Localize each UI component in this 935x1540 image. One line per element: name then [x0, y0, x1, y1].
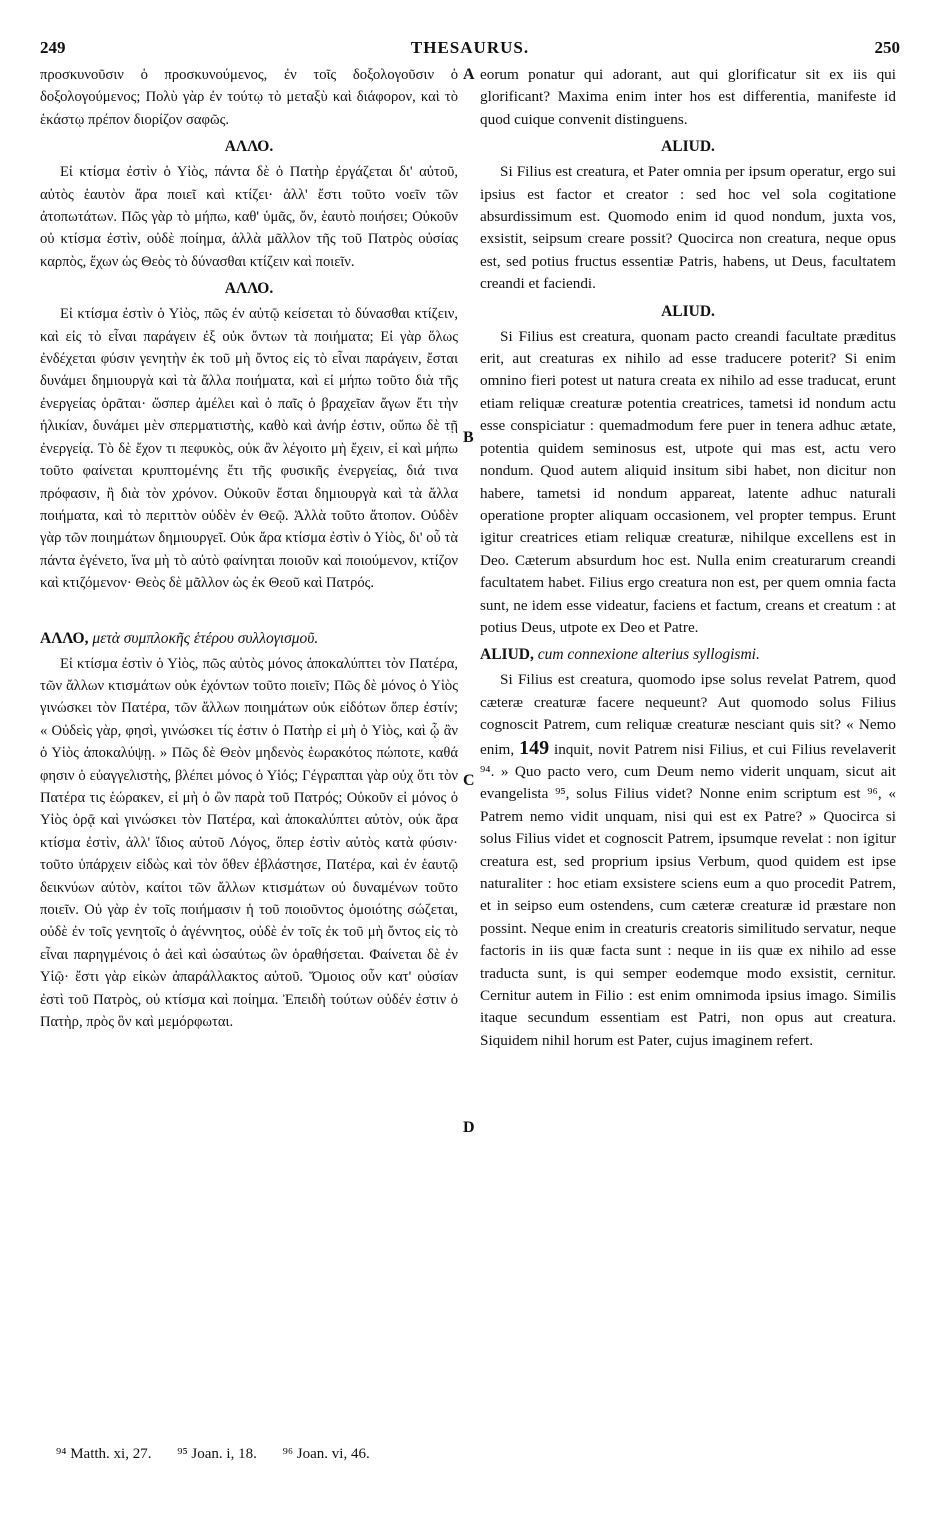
latin-paragraph: Si Filius est creatura, et Pater omnia per ipsum operatur, ergo sui ipsius est factor et creator : sed hoc vel sola cogitatione absurdissimum est. Quomodo enim id quod nondum, juxta vos, exsistit, seipsum creare possit? Quocirca non creatura, neque opus est, sed potius fructus essentiæ Patris, habens, ut Deus, facultatem creandi et faciendi. — [480, 163, 896, 293]
latin-heading-subtitle: cum connexione alterius syllogismi. — [537, 646, 760, 664]
margin-letter-a: A — [463, 66, 475, 83]
greek-heading-main: ΑΛΛΟ, — [40, 629, 89, 647]
running-title: THESAURUS. — [410, 38, 530, 57]
margin-letter-b: B — [463, 429, 474, 446]
margin-letter-d: D — [463, 1119, 475, 1136]
latin-text: inquit, novit Patrem nisi Filius, et cui Filius revelaverit ⁹⁴. » Quo pacto vero, cum Deum nemo viderit unquam, sicut ait evangelista ⁹⁵, solus Filius videt? Nonne enim scriptum est ⁹⁶, « Patrem nemo vidit unquam, nisi qui est ex Patre? » Quocirca si solus Filius videt et cognoscit Patrem, ipsumque revelat : non igitur creatura est, sed proprium ipsius Verbum, quod quidem est ipse naturaliter : hoc etiam exsistere sciens eum a quo procedit Patrem, et in seipso eum ostendens, cum cæteræ creaturæ id præstare non possint. Neque enim in creaturis creatoris similitudo servatur, neque factoris in iis quæ facta sunt : neque in iis quæ ex nihilo ad esse traducta sunt, is qui semper eodemque modo exsistit, cernitur. Cernitur autem in Filio : est enim omnimoda ipsius imago. Similis itaque secundum essentiam est Patri, non opus aut creatura. Siquidem nihil horum est Pater, cujus imaginem refert. — [480, 740, 897, 1049]
latin-paragraph: Si Filius est creatura, quonam pacto creandi facultate præditus erit, aut creaturas ex nihilo ad esse traducere poterit? Si enim omnino fieri potest ut natura creata ex nihilo ad esse traducat, erunt etiam reliquæ creaturæ potentia creatrices, tametsi id nondum actu esse conspiciatur : quemadmodum fere puer in tenera adhuc ætate, potentia quidem seminosus est, utpote qui mas est, actu vero nondum. Quod autem aliquid insitum sibi habet, non dicitur non habere, tametsi id nondum appareat, latente adhuc naturali operatione propter aliquam occasionem, vel propter tempus. Erunt igitur creatrices etiam reliquæ creaturæ, nihilque excellens est in Deo. Cæterum absurdum hoc est. Nulla enim creaturarum creandi facultatem habet. Filius ergo creatura non est, per quem omnia facta sunt, ne idem esse videatur, faciens et factum, creans et creatum : at potius Deus, utpote ex Deo et Patre. — [480, 327, 896, 636]
latin-paragraph — [480, 669, 896, 1052]
greek-column — [40, 64, 458, 1033]
latin-section-heading — [480, 645, 896, 665]
footnote: ⁹⁶ Joan. vi, 46. — [282, 1446, 370, 1462]
greek-heading-subtitle: μετὰ συμπλοκῆς ἑτέρου συλλογισμοῦ. — [92, 629, 319, 647]
running-header — [40, 38, 900, 60]
footnotes — [56, 1446, 392, 1463]
latin-text: Si Filius est creatura, quomodo ipse solus revelat Patrem, quod cæteræ creaturæ facere nequeunt? Aut quomodo solus Filius cognoscit Patrem, cum reliquæ creaturæ nesciant quis sit? « Nemo enim, — [480, 671, 896, 758]
margin-letter-c: C — [463, 772, 475, 789]
left-page-number: 249 — [40, 38, 66, 57]
greek-paragraph: Εἰ κτίσμα ἐστὶν ὁ Υἱὸς, πῶς αὐτὸς μόνος ἀποκαλύπτει τὸν Πατέρα, τῶν ἄλλων κτισμάτων οὐκ ἐχόντων τοῦτο ποιεῖν; Πῶς δὲ μόνος ὁ Υἱὸς γινώσκει τὸν Πατέρα, τῶν ἄλλων ποιημάτων οὐκ εἰδότων ὅπερ ἐστίν; « Οὐδεὶς γὰρ, φησὶ, γινώσκει τίς ἐστιν ὁ Πατὴρ εἰ μὴ ὁ Υἱὸς, καὶ ᾧ ἂν ὁ Υἱὸς ἀποκαλύψῃ. » Πῶς δὲ Θεὸν μηδενὸς ἑωρακότος πώποτε, καθά φησιν ὁ εὐαγγελιστὴς, βλέπει μόνος ὁ Υἱός; Γέγραπται γὰρ οὐχ ὅτι τὸν Πατέρα τις ἑώρακεν, εἰ μὴ ὁ ὢν παρὰ τοῦ Πατρός; Οὐκοῦν εἰ μόνος ὁ Υἱὸς ὁρᾷ καὶ γινώσκει τὸν Πατέρα, καὶ ἀποκαλύπτει αὐτὸν, οὐκ ἄρα κτίσμα ἐστὶν, ἀλλ' ἴδιος αὐτοῦ Λόγος, ὅπερ ἐστὶν αὐτὸς κατὰ φύσιν· τοῦτο ὑπάρχειν εἰδὼς καὶ τὸν ὅθεν ἐβλάστησε, Πατέρα, καὶ ἐν ἑαυτῷ δεικνύων αὐτὸν, καίτοι τῶν ἄλλων κτισμάτων οὐ δυναμένων τοῦτο ποιεῖν. Οὐ γὰρ ἐν τοῖς ποιήμασιν ἡ τοῦ ποιοῦντος ὁμοιότης σώζεται, οὐδὲ ἐν τοῖς γενητοῖς ὁ ἀγέννητος, οὐδὲ ἐν τοῖς ἐκ τοῦ μὴ ὄντος εἰς τὸ εἶναι παρηγμένοις ὁ ἀεὶ καὶ ὡσαύτως ὢν ὁραθήσεται. Φαίνεται δὲ ἐν Υἱῷ· ἔστι γὰρ εἰκὼν ἀπαράλλακτος αὐτοῦ. Ὅμοιος οὖν κατ' οὐσίαν ἐστὶ τοῦ Πατρὸς, οὐ κτίσμα καὶ ποίημα. Ἐπειδὴ τούτων οὐδέν ἐστιν ὁ Πατὴρ, πρὸς ὃν καὶ μεμόρφωται. — [40, 655, 458, 1031]
greek-section-heading: ΑΛΛΟ. — [224, 138, 274, 156]
greek-paragraph: Εἰ κτίσμα ἐστὶν ὁ Υἱὸς, πάντα δὲ ὁ Πατὴρ ἐργάζεται δι' αὐτοῦ, αὐτὸς ἑαυτὸν ἄρα ποιεῖ καὶ κτίζει· ἀλλ' ἔστι τοῦτο νοεῖν τῶν ἀτοπωτάτων. Πῶς γὰρ τὸ μήπω, καθ' ὑμᾶς, ὄν, ἑαυτὸ ποιήσει; Οὐκοῦν οὐ κτίσμα ἐστὶν, οὐδὲ ποίημα, ἀλλὰ μᾶλλον τῆς τοῦ Πατρὸς οὐσίας καρπὸς, ἔχων ὡς Θεὸς τὸ δύνασθαι κτίζειν καὶ ποιεῖν. — [40, 164, 458, 270]
greek-section-heading — [40, 629, 458, 649]
greek-paragraph: προσκυνοῦσιν ὁ προσκυνούμενος, ἐν τοῖς δοξολογοῦσιν ὁ δοξολογούμενος; Πολὺ γὰρ ἐν τούτῳ τὸ μεταξὺ καὶ διάφορον, καὶ τὸ ἑκάστῳ πρέπον διορίζον σαφῶς. — [40, 67, 458, 128]
latin-section-heading: ALIUD. — [661, 138, 715, 156]
latin-paragraph: eorum ponatur qui adorant, aut qui glorificatur sit ex iis qui glorificant? Maxima enim inter hos est differentia, manifeste id quod cuique convenit distinguens. — [480, 66, 896, 128]
latin-heading-main: ALIUD, — [480, 646, 534, 664]
greek-section-heading: ΑΛΛΟ. — [224, 280, 274, 298]
column-number: 149 — [519, 736, 550, 759]
footnote: ⁹⁴ Matth. xi, 27. — [56, 1446, 152, 1462]
latin-column — [480, 64, 896, 1052]
greek-paragraph: Εἰ κτίσμα ἐστὶν ὁ Υἱὸς, πῶς ἐν αὐτῷ κείσεται τὸ δύνασθαι κτίζειν, καὶ εἰς τὸ εἶναι παράγειν ἐξ οὐκ ὄντων τὰ ποιήματα; Εἰ γὰρ ὅλως ἐνδέχεται φύσιν γενητὴν ἐκ τοῦ μὴ ὄντος εἰς τὸ εἶναι παράγειν, ἔσται δυνάμει δημιουργὰ καὶ τὰ ἄλλα ποιήματα, καὶ εἰ μήπω τοῦτο διὰ τῆς ἐνεργείας ὁρᾶται· ὥσπερ ἀμέλει καὶ ὁ παῖς ὁ βραχεῖαν ἄγων ἔτι τὴν ἡλικίαν, δυνάμει μὲν σπερματιστὴς, καθὸ καὶ ἀνήρ ἐστιν, οὔπω δὲ τῇ ἐνεργείᾳ. Τὸ δὲ ἔχον τι πεφυκὸς, οὐκ ἂν λέγοιτο μὴ ἔχειν, εἰ καὶ μήπω τοῦτο φαίνεται κρυπτομένης ἔτι τῆς φυσικῆς ἐνεργείας, διά τινα πρόφασιν, ἢ διὰ τὸν χρόνον. Οὐκοῦν ἔσται δημιουργὰ καὶ τὰ ἄλλα ποιήματα, καὶ τὸ περιττὸν οὐδὲν ἐν Θεῷ. Ἀλλὰ τοῦτο ἄτοπον. Οὐδὲν γὰρ τῶν ποιημάτων δημιουργεῖ. Οὐκ ἄρα κτίσμα ἐστὶν ὁ Υἱὸς, δι' οὗ τὰ πάντα ἐγένετο, ἵνα μὴ τὸ αὐτὸ φαίνηται ποιοῦν καὶ ποιούμενον, κτίζον καὶ κτιζόμενον· Θεὸς δὲ μᾶλλον ὡς ἐκ Θεοῦ καὶ Πατρός. — [40, 306, 458, 592]
right-page-number: 250 — [874, 38, 900, 57]
footnote: ⁹⁵ Joan. i, 18. — [177, 1446, 257, 1462]
section-gap — [40, 595, 458, 623]
latin-section-heading: ALIUD. — [661, 302, 715, 320]
